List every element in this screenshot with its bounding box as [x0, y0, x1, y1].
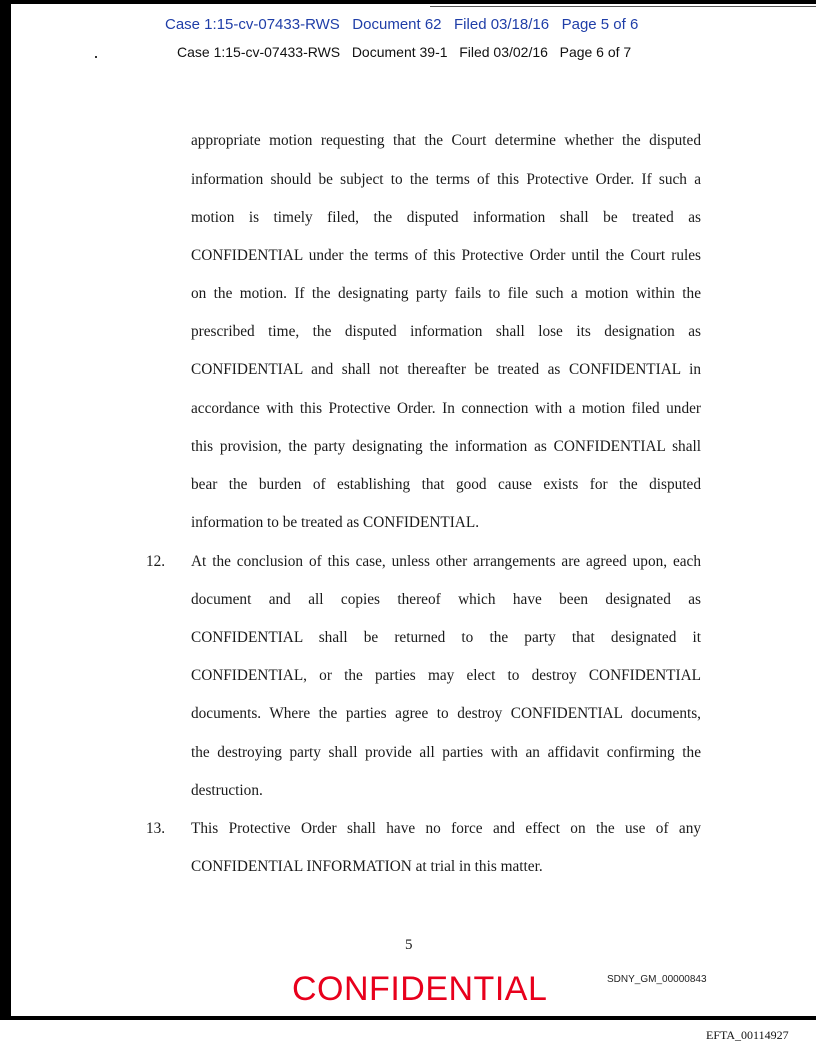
- page-number: 5: [405, 937, 413, 953]
- body-line: this provision, the party designating the information as CONFIDENTIAL shall: [191, 438, 701, 455]
- body-line: CONFIDENTIAL, or the parties may elect to destroy CONFIDENTIAL: [191, 667, 701, 684]
- bates-number: SDNY_GM_00000843: [607, 974, 707, 985]
- scan-speck: [95, 56, 97, 58]
- body-line: CONFIDENTIAL under the terms of this Protective Order until the Court rules: [191, 247, 701, 264]
- body-line: documents. Where the parties agree to destroy CONFIDENTIAL documents,: [191, 705, 701, 722]
- scan-top-thin-rule: [430, 6, 816, 7]
- body-line: This Protective Order shall have no force and effect on the use of any: [191, 820, 701, 837]
- body-line: prescribed time, the disputed information shall lose its designation as: [191, 323, 701, 340]
- body-line: information should be subject to the terms of this Protective Order. If such a: [191, 171, 701, 188]
- body-line: motion is timely filed, the disputed information shall be treated as: [191, 209, 701, 226]
- body-line: accordance with this Protective Order. In connection with a motion filed under: [191, 400, 701, 417]
- body-line: bear the burden of establishing that good cause exists for the disputed: [191, 476, 701, 493]
- body-line: destruction.: [191, 782, 263, 799]
- scan-left-border: [0, 0, 11, 1020]
- body-line: on the motion. If the designating party fails to file such a motion within the: [191, 285, 701, 302]
- body-line: information to be treated as CONFIDENTIAL.: [191, 514, 480, 531]
- body-line: the destroying party shall provide all parties with an affidavit confirming the: [191, 744, 701, 761]
- body-line: At the conclusion of this case, unless other arrangements are agreed upon, each: [191, 553, 701, 570]
- efta-number: EFTA_00114927: [706, 1028, 789, 1042]
- body-line: CONFIDENTIAL shall be returned to the party that designated it: [191, 629, 701, 646]
- paragraph-number: 12.: [146, 553, 166, 570]
- scan-bottom-border: [11, 1016, 816, 1020]
- body-line: CONFIDENTIAL and shall not thereafter be treated as CONFIDENTIAL in: [191, 361, 701, 378]
- body-line: CONFIDENTIAL INFORMATION at trial in this matter.: [191, 858, 543, 875]
- scan-top-border: [11, 0, 816, 4]
- confidential-stamp: CONFIDENTIAL: [292, 970, 548, 1008]
- body-line: document and all copies thereof which have been designated as: [191, 591, 701, 608]
- filing-stamp: Case 1:15-cv-07433-RWS Document 62 Filed 03/18/16 Page 5 of 6: [165, 16, 639, 33]
- paragraph-number: 13.: [146, 820, 166, 837]
- original-filing-stamp: Case 1:15-cv-07433-RWS Document 39-1 Filed 03/02/16 Page 6 of 7: [177, 44, 632, 60]
- body-line: appropriate motion requesting that the Court determine whether the disputed: [191, 132, 701, 149]
